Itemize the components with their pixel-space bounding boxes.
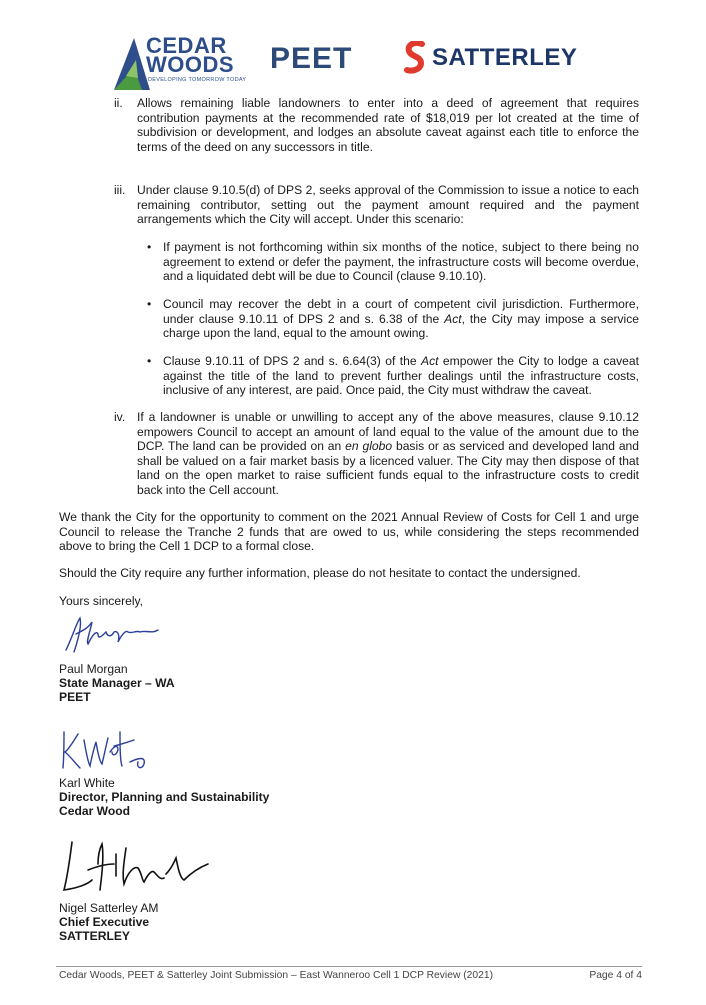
peet-logo: PEET	[270, 42, 353, 75]
signatory-1-org: PEET	[59, 690, 91, 704]
bullet-2-italic: Act	[444, 311, 462, 326]
salutation: Yours sincerely,	[59, 594, 144, 608]
bullet-3-text-b: empower the City to lodge a caveat against the title of the land to prevent further dealings until the infrastructure costs, inclusive of any interest, are paid. Once paid, the City must withdraw the caveat.	[163, 354, 639, 398]
woods-word: WOODS	[146, 52, 235, 77]
item-iv-text-a: If a landowner is unable or unwilling to accept any of the above measures, clause 9.10.12 empowers Council to accept an amount of land equal to the value of the amount due to the DCP. The land can be provided on an	[137, 410, 639, 454]
closing-paragraph: We thank the City for the opportunity to comment on the 2021 Annual Review of Costs for Cell 1 and urge Council to release the Tranche 2 funds that are owed to us, while considering the steps recommended above to bring the Cell 1 DCP to a formal close.	[59, 510, 639, 554]
footer-page-number: Page 4 of 4	[589, 970, 642, 981]
footer-left-text: Cedar Woods, PEET & Satterley Joint Submission – East Wanneroo Cell 1 DCP Review (2021)	[59, 970, 494, 981]
item-ii-label: ii.	[114, 96, 123, 110]
signature-paul-morgan	[62, 612, 162, 656]
signatory-1-name: Paul Morgan	[59, 662, 128, 676]
signatory-1-title: State Manager – WA	[59, 676, 175, 690]
bullet-1-text: If payment is not forthcoming within six months of the notice, subject to there being no agreement to extend or defer the payment, the infrastructure costs will become overdue, and a liquidated debt will be due to Council (clause 9.10.10).	[163, 240, 639, 284]
signatory-3-name: Nigel Satterley AM	[59, 901, 159, 915]
bullet-3-text	[163, 354, 639, 398]
bullet-dot: •	[147, 354, 152, 368]
item-iii-label: iii.	[114, 183, 126, 197]
signatory-2-title: Director, Planning and Sustainability	[59, 790, 270, 804]
cedar-woods-logo	[112, 33, 250, 92]
bullet-2-text	[163, 297, 639, 341]
item-iv-label: iv.	[114, 410, 126, 424]
footer-rule	[56, 966, 642, 967]
signature-nigel-satterley	[58, 834, 218, 896]
satterley-word: SATTERLEY	[432, 44, 578, 71]
cedar-woods-tagline: DEVELOPING TOMORROW TODAY	[148, 77, 247, 83]
cedar-word: CEDAR	[146, 33, 227, 58]
item-iv-italic: en globo	[345, 439, 393, 454]
signatory-3-title: Chief Executive	[59, 915, 150, 929]
signatory-2-org: Cedar Wood	[59, 804, 130, 818]
satterley-s-icon	[404, 41, 426, 75]
signatory-2-name: Karl White	[59, 776, 115, 790]
signatory-3-org: SATTERLEY	[59, 929, 130, 943]
bullet-dot: •	[147, 297, 152, 311]
item-iv-text-b: basis or as serviced and developed land and shall be valued on a fair market basis by a licenced valuer. The City may then dispose of that land on the open market to raise sufficient funds equal to the infrastructure costs to credit back into the Cell account.	[137, 439, 639, 497]
contact-paragraph: Should the City require any further information, please do not hesitate to contact the undersigned.	[59, 566, 581, 580]
bullet-dot: •	[147, 240, 152, 254]
bullet-2-text-a: Council may recover the debt in a court of competent civil jurisdiction. Furthermore, under clause 9.10.11 of DPS 2 and s. 6.38 of the	[163, 297, 639, 326]
item-iv-text	[137, 410, 639, 498]
bullet-3-italic: Act	[421, 354, 439, 368]
bullet-3-text-a: Clause 9.10.11 of DPS 2 and s. 6.64(3) of the	[163, 354, 421, 368]
item-ii-text: Allows remaining liable landowners to enter into a deed of agreement that requires contribution payments at the recommended rate of $18,019 per lot created at the time of subdivision or development, and lodges an absolute caveat against each title to enforce the terms of the deed on any successors in title.	[137, 96, 639, 154]
bullet-2-text-b: , the City may impose a service charge upon the land, equal to the amount owing.	[163, 311, 639, 341]
signature-karl-white	[58, 722, 158, 774]
item-iii-text: Under clause 9.10.5(d) of DPS 2, seeks approval of the Commission to issue a notice to each remaining contributor, setting out the payment amount required and the payment arrangements which the City will accept. Under this scenario:	[137, 183, 639, 227]
